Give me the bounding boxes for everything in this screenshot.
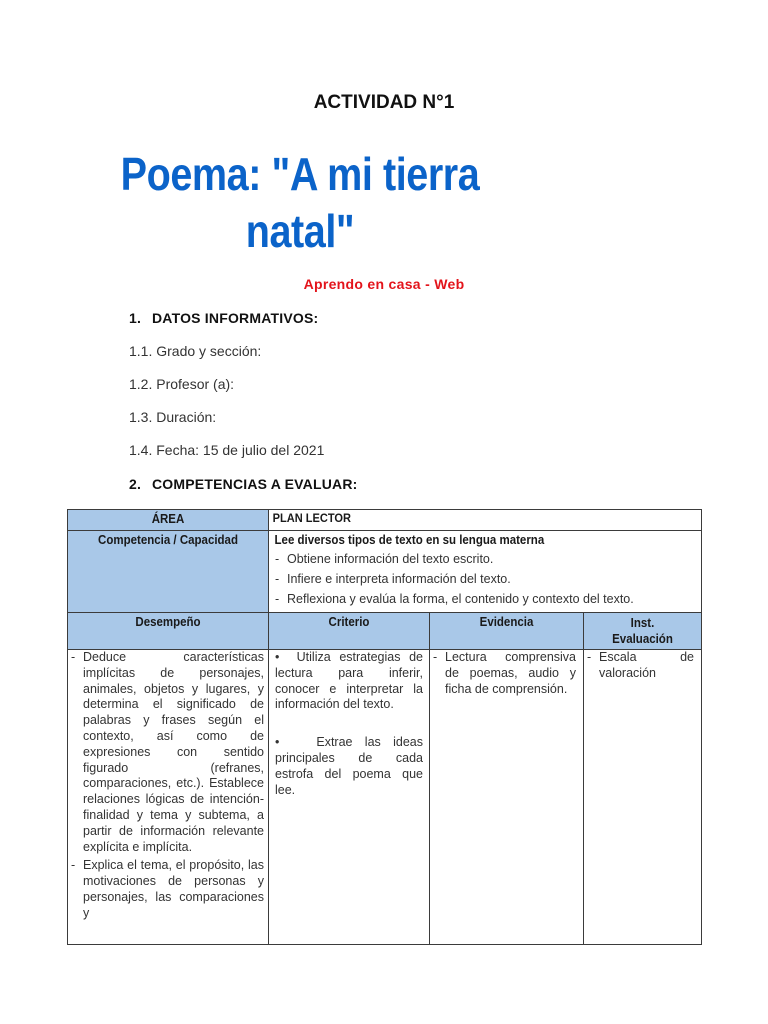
section-heading-competencias <box>129 476 358 492</box>
area-label-cell <box>68 510 269 531</box>
col-header-evidencia: Evidencia <box>430 613 584 650</box>
criterio-item: • Extrae las ideas principales de cada estrofa del poema que lee. <box>275 735 423 797</box>
criterio-item: • Utiliza estrategias de lectura para inferir, conocer e interpretar la información del texto. <box>275 650 424 712</box>
col-header-criterio: Criterio <box>269 613 430 650</box>
section-title: COMPETENCIAS A EVALUAR: <box>152 476 358 492</box>
competencia-title: Lee diversos tipos de texto en su lengua materna <box>274 533 545 547</box>
activity-title: ACTIVIDAD N°1 <box>313 92 455 113</box>
instrumento-cell <box>584 650 702 945</box>
competencia-label: Competencia / Capacidad <box>98 533 238 547</box>
instrumento-item: - Escala de valoración <box>587 650 694 680</box>
area-value-cell <box>269 510 702 531</box>
info-date: 1.4. Fecha: 15 de julio del 2021 <box>129 442 325 458</box>
area-value: PLAN LECTOR <box>272 511 351 525</box>
desempeno-item: - Explica el tema, el propósito, las motivaciones de personas y personajes, las comparaciones y <box>71 858 264 920</box>
competencia-value-cell <box>269 531 702 613</box>
section-heading-datos <box>129 310 318 326</box>
col-header-instrumento: Inst. Evaluación <box>584 613 702 650</box>
info-duration: 1.3. Duración: <box>129 409 217 425</box>
desempeno-cell <box>68 650 269 945</box>
poem-title-line-2: natal" <box>245 205 355 257</box>
section-number: 2. <box>129 476 142 492</box>
capacidad-item: - Infiere e interpreta información del texto. <box>275 572 511 586</box>
area-label: ÁREA <box>151 512 185 526</box>
section-number: 1. <box>129 310 142 326</box>
info-grade: 1.1. Grado y sección: <box>129 343 262 359</box>
info-teacher: 1.2. Profesor (a): <box>129 376 235 392</box>
section-title: DATOS INFORMATIVOS: <box>152 310 319 326</box>
evidencia-cell <box>430 650 584 945</box>
capacidad-item: - Reflexiona y evalúa la forma, el contenido y contexto del texto. <box>275 592 634 606</box>
desempeno-item: - Deduce características implícitas de personajes, animales, objetos y lugares, y determina el significado de palabras y frases según el contexto, así como de expresiones con sentido figurado (refranes, comparaciones, etc.). Establece relaciones lógicas de intención-finalidad y tema y subtema, a partir de información relevante explícita e implícita. <box>71 650 264 854</box>
evidencia-item: - Lectura comprensiva de poemas, audio y ficha de comprensión. <box>433 650 576 696</box>
subtitle: Aprendo en casa - Web <box>303 276 465 292</box>
poem-title-line-1: Poema: "A mi tierra <box>120 148 480 200</box>
capacidad-item: - Obtiene información del texto escrito. <box>275 552 494 566</box>
criterio-cell <box>269 650 430 945</box>
col-header-desempeno: Desempeño <box>68 613 269 650</box>
competencia-label-cell <box>68 531 269 613</box>
competencies-table <box>67 509 702 945</box>
poem-title <box>119 146 480 260</box>
